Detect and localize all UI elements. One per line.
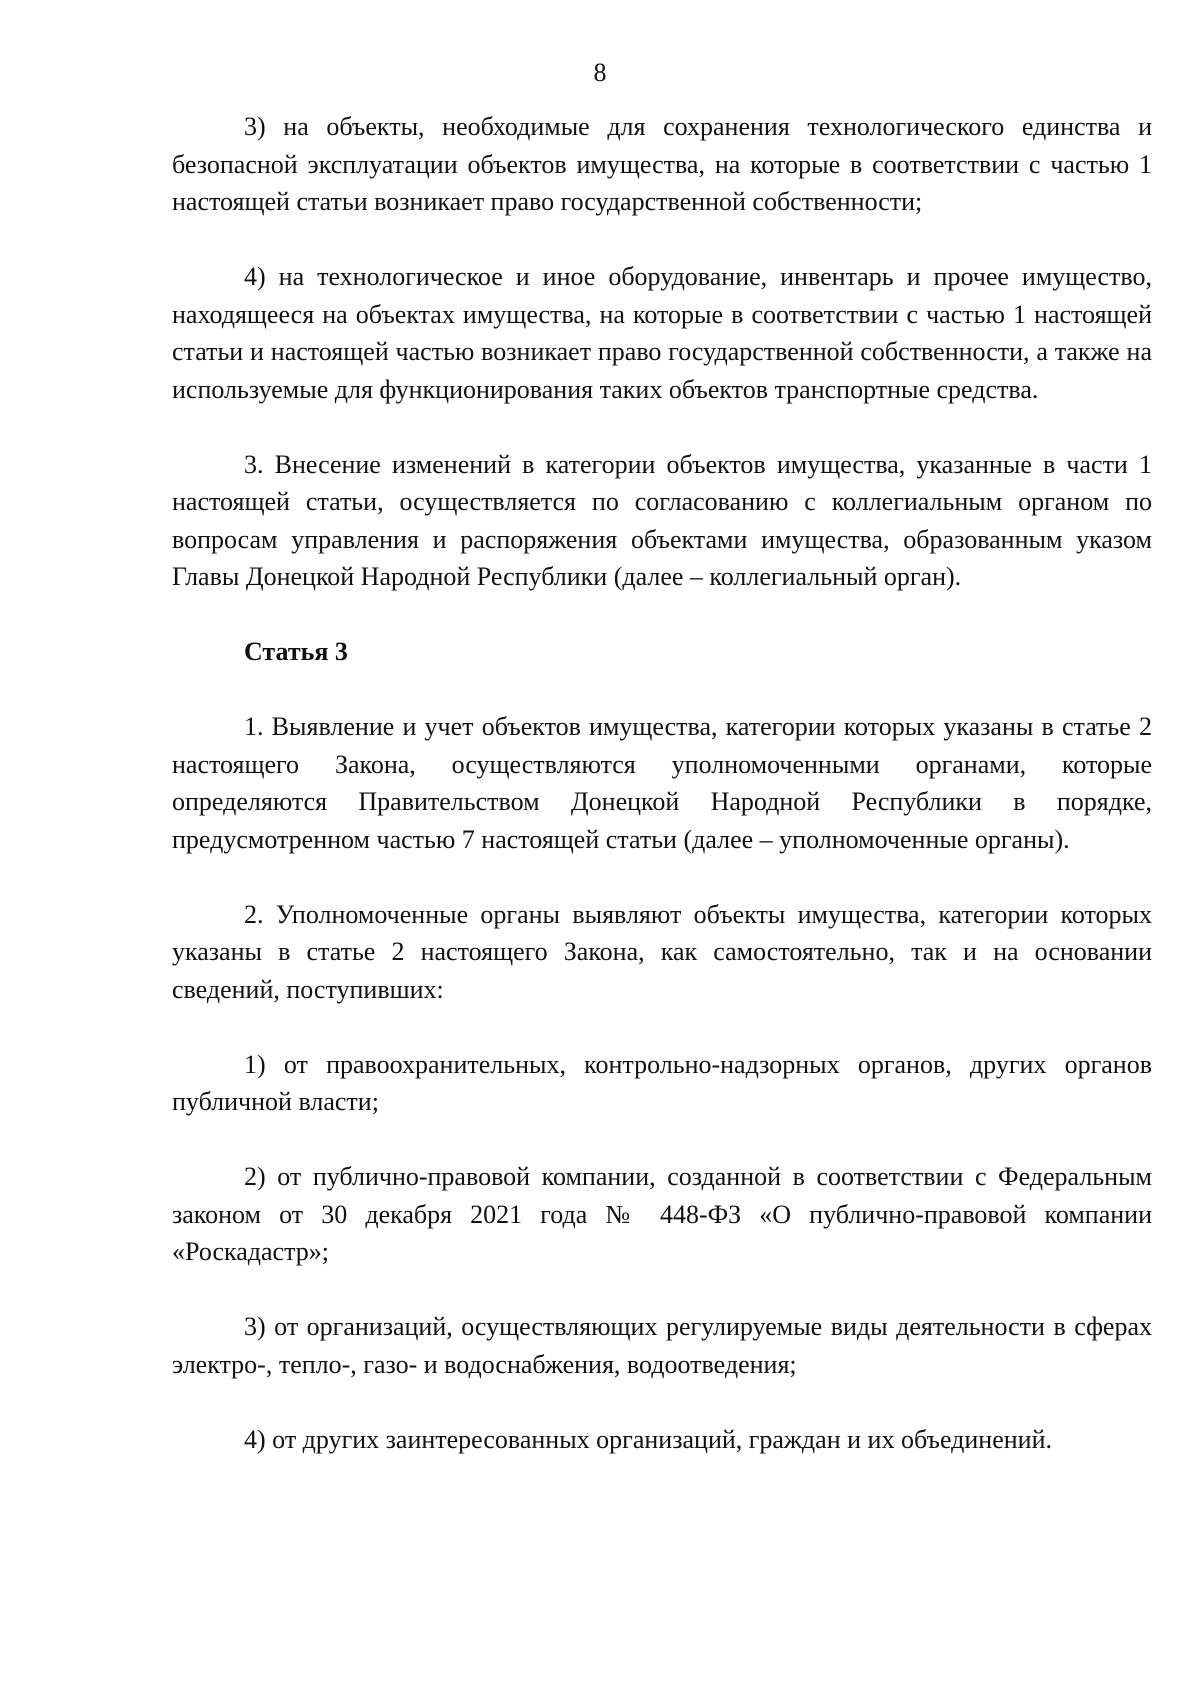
page-number: 8 — [593, 58, 607, 87]
paragraph-part-2-authorized-bodies: 2. Уполномоченные органы выявляют объекты имущества, категории которых указаны в статье 2 настоящего Закона, как самостоятельно, так и на основании сведений, поступивших: — [172, 899, 1152, 1004]
paragraph-source-3: 3) от организаций, осуществляющих регулируемые виды деятельности в сферах электро-, тепло-, газо- и водоснабжения, водоотведения; — [172, 1312, 1152, 1379]
document-body — [172, 108, 1152, 1496]
paragraph-item-3-objects: 3) на объекты, необходимые для сохранения технологического единства и безопасной эксплуатации объектов имущества, на которые в соответствии с частью 1 настоящей статьи возникает право государственной собственности; — [172, 112, 1152, 216]
paragraph-source-2: 2) от публично-правовой компании, созданной в соответствии с Федеральным законом от 30 декабря 2021 года № 448-ФЗ «О публично-правовой компании «Роскадастр»; — [172, 1162, 1152, 1266]
paragraph-source-1: 1) от правоохранительных, контрольно-надзорных органов, других органов публичной власти; — [172, 1049, 1152, 1116]
paragraph-item-4-equipment: 4) на технологическое и иное оборудование, инвентарь и прочее имущество, находящееся на объектах имущества, на которые в соответствии с частью 1 настоящей статьи и настоящей частью возникает право государственной собственности, а также на используемые для функционирования таких объектов транспортные средства. — [172, 262, 1152, 404]
article-heading: Статья 3 — [244, 637, 348, 666]
paragraph-source-4: 4) от других заинтересованных организаций, граждан и их объединений. — [244, 1424, 1053, 1454]
paragraph-part-3-changes: 3. Внесение изменений в категории объектов имущества, указанные в части 1 настоящей статьи, осуществляется по согласованию с коллегиальным органом по вопросам управления и распоряжения объектами имущества, образованным указом Главы Донецкой Народной Республики (далее – коллегиальный орган). — [172, 449, 1152, 591]
paragraph-part-1-identification: 1. Выявление и учет объектов имущества, категории которых указаны в статье 2 настоящего Закона, осуществляются уполномоченными органами, которые определяются Правительством Донецкой Народной Республики в порядке, предусмотренном частью 7 настоящей статьи (далее – уполномоченные органы). — [172, 712, 1152, 854]
